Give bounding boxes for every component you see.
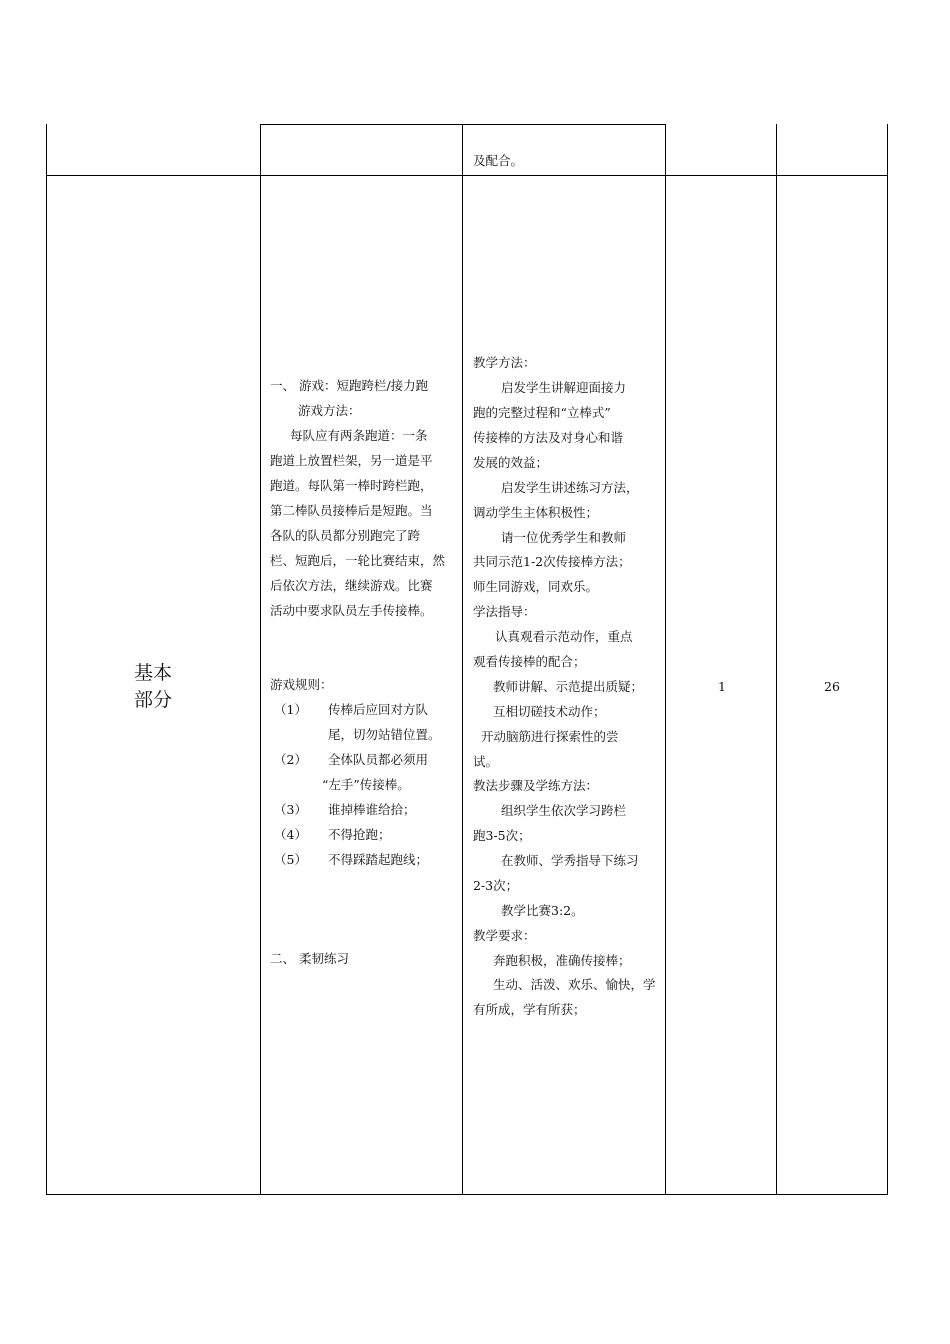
content-line: 第二棒队员接棒后是短跑。当 (270, 503, 433, 518)
method-line: 传接棒的方法及对身心和谐 (473, 430, 624, 445)
content-line: 后依次方法，继续游戏。比赛 (270, 578, 433, 593)
content-line: 每队应有两条跑道：一条 (290, 428, 428, 443)
col-rule-1 (260, 124, 261, 1195)
time-value: 26 (824, 679, 840, 694)
count-value: 1 (718, 679, 726, 694)
method-line: 跑的完整过程和“立棒式” (473, 405, 611, 420)
section-label-line-1: 基本 (134, 662, 173, 684)
row-divider (46, 175, 888, 176)
section-label-line-2: 部分 (134, 689, 173, 711)
rule-text: 传棒后应回对方队 (328, 702, 429, 717)
method-line: 认真观看示范动作，重点 (495, 629, 633, 644)
content-line: 游戏方法： (298, 403, 361, 418)
section-label (134, 660, 194, 714)
method-line: 观看传接棒的配合； (473, 654, 586, 669)
method-line: 互相切磋技术动作； (493, 704, 606, 719)
rule-text: “左手”传接棒。 (322, 777, 410, 792)
method-heading: 教学要求： (473, 928, 536, 943)
rules-heading: 游戏规则： (270, 677, 333, 692)
table-bottom-rule (46, 1194, 888, 1195)
rule-text: 谁掉棒谁给拾； (328, 802, 416, 817)
content-line: 各队的队员都分别跑完了跨 (270, 528, 421, 543)
col-rule-2 (462, 124, 463, 1195)
method-line: 在教师、学秀指导下练习 (501, 853, 639, 868)
method-line: 2-3次； (473, 878, 519, 893)
rule-text: 尾，切勿站错位置。 (328, 727, 441, 742)
rule-number: （3） (274, 802, 307, 817)
col-rule-4 (776, 124, 777, 1195)
method-line: 启发学生讲解迎面接力 (501, 380, 627, 395)
content-line: 二、 柔韧练习 (270, 951, 349, 966)
method-line: 开动脑筋进行探索性的尝 (481, 729, 619, 744)
method-line: 教学比赛3:2。 (501, 903, 584, 918)
content-line: 跑道上放置栏架，另一道是平 (270, 453, 433, 468)
method-line: 生动、活泼、欢乐、愉快，学 (493, 977, 656, 992)
method-heading: 教法步骤及学练方法： (473, 778, 599, 793)
method-line: 有所成，学有所获； (473, 1002, 586, 1017)
method-heading: 教学方法： (473, 355, 536, 370)
method-line: 调动学生主体积极性； (473, 505, 599, 520)
method-line: 跑3-5次； (473, 828, 531, 843)
method-line: 奔跑积极，准确传接棒； (493, 953, 631, 968)
col-rule-3 (665, 124, 666, 1195)
method-heading: 学法指导： (473, 604, 536, 619)
content-line: 活动中要求队员左手传接棒。 (270, 603, 433, 618)
top-row-method-text: 及配合。 (473, 153, 524, 168)
rule-text: 不得踩踏起跑线； (328, 852, 429, 867)
col-rule-5 (887, 124, 888, 1195)
rule-number: （4） (274, 827, 307, 842)
rule-number: （5） (274, 852, 307, 867)
method-line: 启发学生讲述练习方法， (501, 480, 639, 495)
method-line: 组织学生依次学习跨栏 (501, 803, 627, 818)
content-line: 栏、短跑后，一轮比赛结束，然 (270, 553, 446, 568)
rule-text: 全体队员都必须用 (328, 752, 429, 767)
rule-text: 不得抢跑； (328, 827, 391, 842)
method-line: 试。 (473, 754, 499, 769)
method-line: 教师讲解、示范提出质疑； (493, 679, 644, 694)
method-line: 共同示范1-2次传接棒方法； (473, 554, 631, 569)
rule-number: （2） (274, 752, 307, 767)
rule-number: （1） (274, 702, 307, 717)
col-rule-0 (46, 124, 47, 1195)
method-line: 请一位优秀学生和教师 (501, 530, 627, 545)
content-line: 一、 游戏：短跑跨栏/接力跑 (270, 378, 429, 393)
method-line: 师生同游戏，同欢乐。 (473, 579, 599, 594)
method-line: 发展的效益； (473, 455, 549, 470)
table-top-rule-inner (260, 124, 666, 125)
content-line: 跑道。每队第一棒时跨栏跑， (270, 478, 433, 493)
